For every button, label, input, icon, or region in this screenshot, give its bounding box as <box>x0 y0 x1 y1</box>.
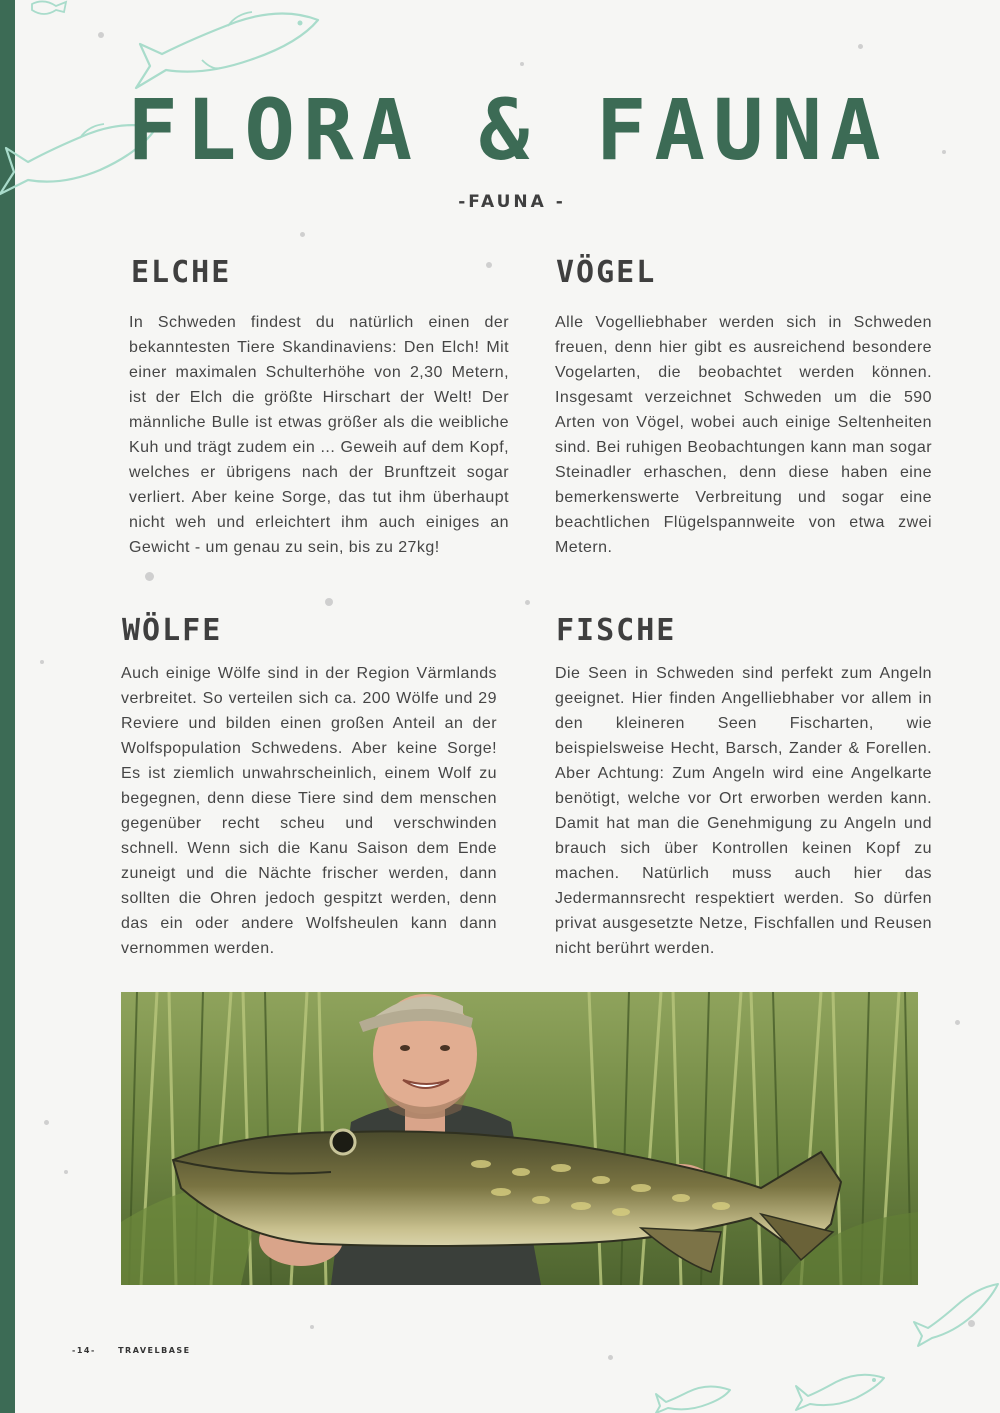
page-subtitle: -FAUNA - <box>458 192 566 212</box>
angler-with-pike-photo <box>121 992 918 1285</box>
section-heading-fische: FISCHE <box>556 613 677 648</box>
page-title: FLORA & FAUNA <box>127 81 889 179</box>
section-body-fische: Die Seen in Schweden sind perfekt zum Angeln geeignet. Hier finden Angelliebhaber vor allem in den kleineren Seen Fischarten, wie beispielsweise Hecht, Barsch, Zander & Forellen. Aber Achtung: Zum Angeln wird eine Angelkarte benötigt, welche vor Ort erworben werden kann. Damit hat man die Genehmigung zu Angeln und brauch sich über Kontrollen keinen Kopf zu machen. Natürlich muss auch hier das Jedermannsrecht respektiert werden. So dürfen privat ausgesetzte Netze, Fischfallen und Reusen nicht berührt werden. <box>555 665 932 957</box>
page-footer <box>72 1346 209 1355</box>
fish-decoration-bottom-1 <box>654 1382 734 1413</box>
section-body-woelfe: Auch einige Wölfe sind in der Region Värmlands verbreitet. So verteilen sich ca. 200 Wölfe und 29 Reviere und bilden einen großen Anteil an der Wolfspopulation Schwedens. Aber keine Sorge! Es ist ziemlich unwahrscheinlich, einem Wolf zu begegnen, denn diese Tiere sind dem menschen gegenüber recht scheu und verschwinden schnell. Wenn sich die Kanu Saison dem Ende zuneigt und die Nächte frischer werden, dann sollten die Ohren jedoch gespitzt werden, denn das ein oder andere Wolfsheulen kann dann vernommen werden. <box>121 665 497 957</box>
section-heading-voegel: VÖGEL <box>556 255 657 290</box>
fish-decoration-top <box>132 4 324 90</box>
fish-decoration-top-left-small <box>30 0 80 26</box>
section-body-voegel: Alle Vogelliebhaber werden sich in Schweden freuen, denn hier gibt es ausreichend besondere Vogelarten, die beobachtet werden können. Insgesamt verzeichnet Schweden um die 590 Arten von Vögel, wobei auch einige Seltenheiten sind. Bei ruhigen Beobachtungen kann man sogar Steinadler erhaschen, denn diese haben eine bemerkenswerte Verbreitung und sogar eine beachtlichen Flügelspannweite von etwa zwei Metern. <box>555 314 932 556</box>
page-number: -14- <box>72 1346 96 1355</box>
footer-brand: TRAVELBASE <box>118 1346 191 1355</box>
section-heading-woelfe: WÖLFE <box>122 613 223 648</box>
fish-decoration-bottom-right <box>910 1282 1000 1348</box>
section-heading-elche: ELCHE <box>131 255 232 290</box>
fish-decoration-bottom-2 <box>794 1370 888 1412</box>
section-body-elche: In Schweden findest du natürlich einen der bekanntesten Tiere Skandinaviens: Den Elch! Mit einer maximalen Schulterhöhe von 2,30 Metern, ist der Elch die größte Hirschart der Welt! Der männliche Bulle ist etwas größer als die weibliche Kuh und trägt zudem ein ... Geweih auf dem Kopf, welches er übrigens nach der Brunftzeit sogar verliert. Aber keine Sorge, das tut ihm überhaupt nicht weh und erleichtert ihm auch einiges an Gewicht - um genau zu sein, bis zu 27kg! <box>129 314 509 556</box>
